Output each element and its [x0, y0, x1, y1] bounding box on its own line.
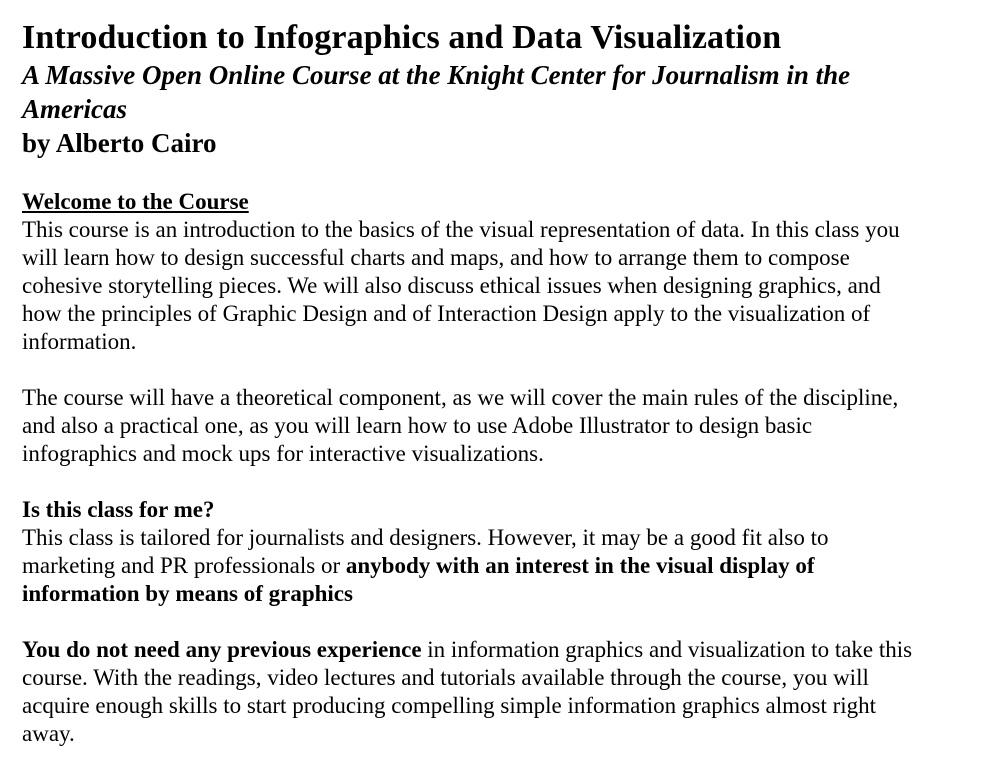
- text-line: and also a practical one, as you will learn how to use Adobe Illustrator to design basic: [22, 413, 813, 438]
- welcome-paragraph-1: [22, 216, 1000, 356]
- audience-section: [22, 496, 1000, 608]
- text-line: The course will have a theoretical component, as we will cover the main rules of the discipline,: [22, 385, 899, 410]
- experience-section: [22, 636, 1000, 748]
- paragraph-gap: [22, 356, 1000, 384]
- text-line: [22, 580, 1000, 608]
- plain-text: in information graphics and visualization to take this: [421, 637, 913, 662]
- audience-heading: Is this class for me?: [22, 497, 215, 522]
- text-line: information.: [22, 329, 137, 354]
- paragraph-gap: [22, 608, 1000, 636]
- welcome-heading: Welcome to the Course: [22, 189, 249, 214]
- text-line: away.: [22, 721, 75, 746]
- plain-text: marketing and PR professionals or: [22, 553, 346, 578]
- emphasis-text: information by means of graphics: [22, 581, 353, 606]
- paragraph-gap: [22, 468, 1000, 496]
- audience-paragraph: [22, 524, 1000, 608]
- text-line: how the principles of Graphic Design and of Interaction Design apply to the visualization of: [22, 301, 871, 326]
- text-line: acquire enough skills to start producing compelling simple information graphics almost right: [22, 693, 877, 718]
- subtitle-line: Americas: [22, 94, 127, 124]
- text-line: [22, 636, 1000, 664]
- text-line: This course is an introduction to the basics of the visual representation of data. In this class you: [22, 217, 900, 242]
- document-subtitle: [22, 58, 1000, 126]
- emphasis-text: You do not need any previous experience: [22, 637, 422, 662]
- author-byline: by Alberto Cairo: [22, 128, 217, 158]
- document-title: Introduction to Infographics and Data Visualization: [22, 19, 782, 56]
- text-line: will learn how to design successful charts and maps, and how to arrange them to compose: [22, 245, 850, 270]
- text-line: [22, 552, 1000, 580]
- text-line: course. With the readings, video lectures and tutorials available through the course, you will: [22, 665, 869, 690]
- welcome-section: [22, 188, 1000, 468]
- subtitle-line: A Massive Open Online Course at the Knight Center for Journalism in the: [22, 60, 851, 90]
- emphasis-text: anybody with an interest in the visual display of: [345, 553, 815, 578]
- experience-paragraph: [22, 636, 1000, 748]
- welcome-paragraph-2: [22, 384, 1000, 468]
- text-line: infographics and mock ups for interactive visualizations.: [22, 441, 544, 466]
- text-line: This class is tailored for journalists and designers. However, it may be a good fit also to: [22, 525, 829, 550]
- text-line: cohesive storytelling pieces. We will also discuss ethical issues when designing graphics, and: [22, 273, 881, 298]
